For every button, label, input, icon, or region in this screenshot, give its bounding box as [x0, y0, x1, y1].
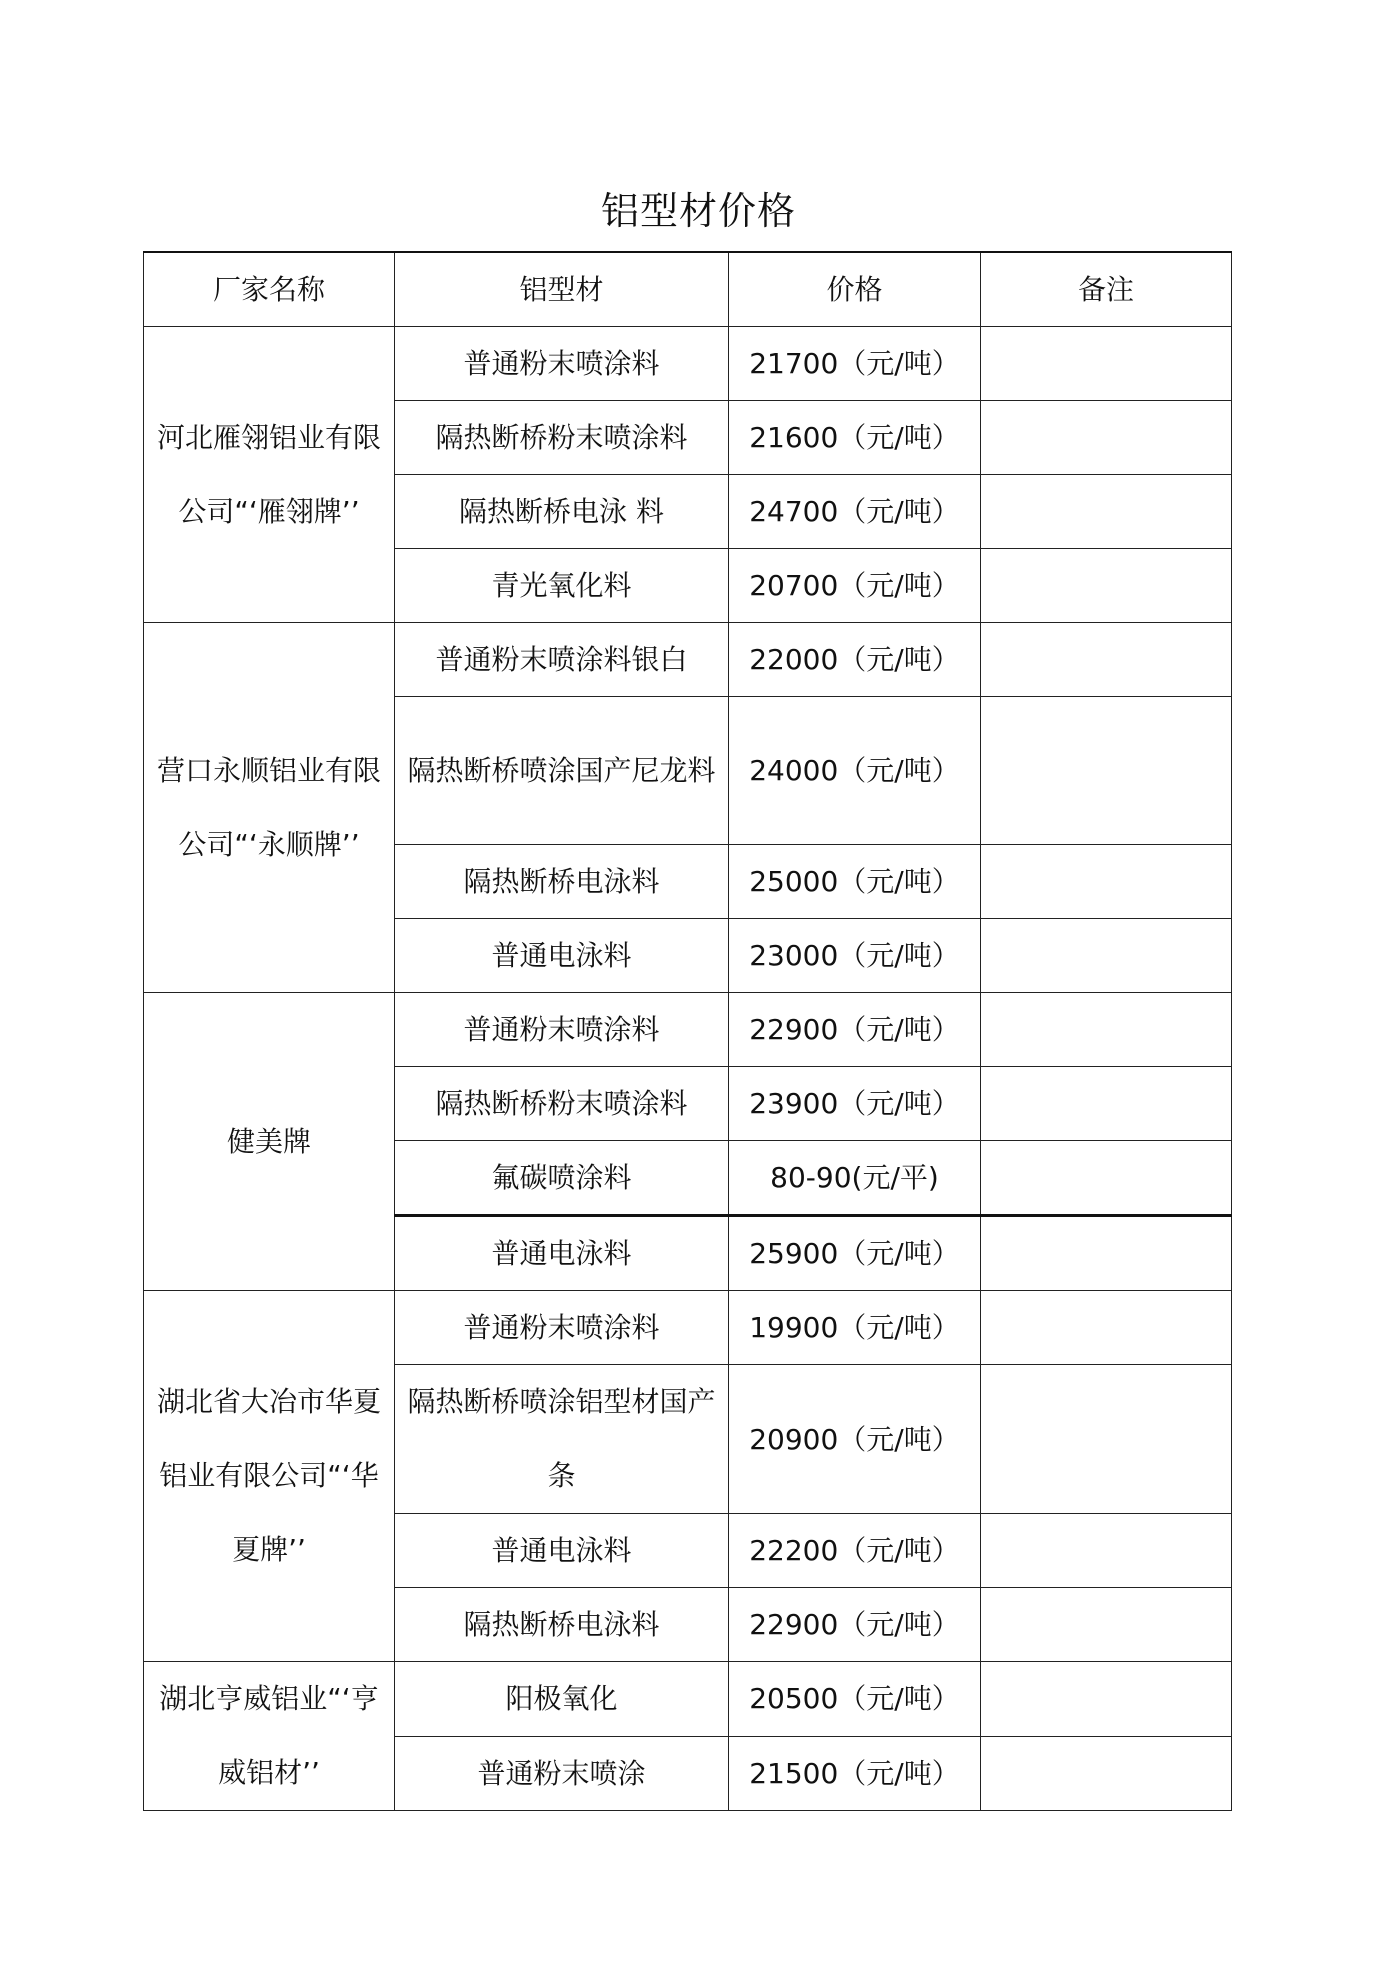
manufacturer-cell — [144, 1662, 395, 1811]
price-cell: 80-90(元/平) — [729, 1141, 981, 1216]
manufacturer-name: 营口永顺铝业有限公司“‘永顺牌’’ — [156, 753, 381, 861]
price-cell: 22900（元/吨） — [729, 1588, 981, 1662]
note-cell — [981, 993, 1232, 1067]
price-cell: 19900（元/吨） — [729, 1291, 981, 1365]
price-cell: 21500（元/吨） — [729, 1736, 981, 1811]
product-cell — [395, 1365, 729, 1514]
product-cell: 阳极氧化 — [395, 1662, 729, 1737]
price-cell: 22000（元/吨） — [729, 623, 981, 697]
product-cell: 普通粉末喷涂 — [395, 1736, 729, 1811]
table-row — [144, 623, 1232, 697]
manufacturer-name: 湖北省大冶市华夏铝业有限公司“‘华夏牌’’ — [156, 1385, 381, 1566]
manufacturer-name: 河北雁翎铝业有限公司“‘雁翎牌’’ — [156, 420, 381, 528]
note-cell — [981, 549, 1232, 623]
note-cell — [981, 1736, 1232, 1811]
product-cell: 隔热断桥电泳料 — [395, 845, 729, 919]
note-cell — [981, 475, 1232, 549]
price-cell: 24700（元/吨） — [729, 475, 981, 549]
header-price: 价格 — [729, 252, 981, 327]
manufacturer-cell — [144, 993, 395, 1291]
price-cell: 22900（元/吨） — [729, 993, 981, 1067]
product-cell: 普通粉末喷涂料 — [395, 327, 729, 401]
header-product: 铝型材 — [395, 252, 729, 327]
product-text: 隔热断桥喷涂铝型材国产条 — [407, 1385, 716, 1492]
price-cell: 20500（元/吨） — [729, 1662, 981, 1737]
note-cell — [981, 1141, 1232, 1216]
page-title: 铝型材价格 — [600, 189, 796, 233]
product-cell: 普通粉末喷涂料 — [395, 993, 729, 1067]
manufacturer-cell — [144, 1291, 395, 1662]
note-cell — [981, 845, 1232, 919]
price-cell: 22200（元/吨） — [729, 1514, 981, 1588]
table-row — [144, 1291, 1232, 1365]
manufacturer-name: 湖北亨威铝业“‘亨威铝材’’ — [159, 1682, 379, 1789]
price-cell: 20900（元/吨） — [729, 1365, 981, 1514]
note-cell — [981, 1588, 1232, 1662]
product-cell: 隔热断桥电泳 料 — [395, 475, 729, 549]
product-cell: 氟碳喷涂料 — [395, 1141, 729, 1216]
table-row — [144, 1662, 1232, 1737]
price-cell: 23900（元/吨） — [729, 1067, 981, 1141]
note-cell — [981, 1662, 1232, 1737]
note-cell — [981, 1067, 1232, 1141]
product-cell: 普通电泳料 — [395, 1514, 729, 1588]
product-cell: 隔热断桥粉末喷涂料 — [395, 401, 729, 475]
table-row — [144, 993, 1232, 1067]
table-row — [144, 327, 1232, 401]
product-cell: 隔热断桥粉末喷涂料 — [395, 1067, 729, 1141]
price-cell: 24000（元/吨） — [729, 697, 981, 845]
manufacturer-cell — [144, 327, 395, 623]
price-cell: 21700（元/吨） — [729, 327, 981, 401]
product-cell: 普通粉末喷涂料 — [395, 1291, 729, 1365]
note-cell — [981, 623, 1232, 697]
note-cell — [981, 1514, 1232, 1588]
price-cell: 25000（元/吨） — [729, 845, 981, 919]
manufacturer-name: 健美牌 — [226, 1124, 311, 1158]
manufacturer-cell — [144, 623, 395, 993]
price-cell: 23000（元/吨） — [729, 919, 981, 993]
note-cell — [981, 1291, 1232, 1365]
note-cell — [981, 1365, 1232, 1514]
note-cell — [981, 697, 1232, 845]
price-cell: 25900（元/吨） — [729, 1216, 981, 1291]
product-cell: 普通电泳料 — [395, 919, 729, 993]
price-cell: 21600（元/吨） — [729, 401, 981, 475]
product-text: 隔热断桥喷涂国产尼龙料 — [407, 753, 716, 787]
header-note: 备注 — [981, 252, 1232, 327]
header-row — [144, 252, 1232, 327]
note-cell — [981, 1216, 1232, 1291]
product-cell: 普通粉末喷涂料银白 — [395, 623, 729, 697]
header-manufacturer: 厂家名称 — [144, 252, 395, 327]
note-cell — [981, 401, 1232, 475]
product-cell: 隔热断桥电泳料 — [395, 1588, 729, 1662]
price-cell: 20700（元/吨） — [729, 549, 981, 623]
product-cell: 青光氧化料 — [395, 549, 729, 623]
price-table — [143, 251, 1232, 1811]
product-cell — [395, 697, 729, 845]
note-cell — [981, 919, 1232, 993]
product-cell: 普通电泳料 — [395, 1216, 729, 1291]
note-cell — [981, 327, 1232, 401]
